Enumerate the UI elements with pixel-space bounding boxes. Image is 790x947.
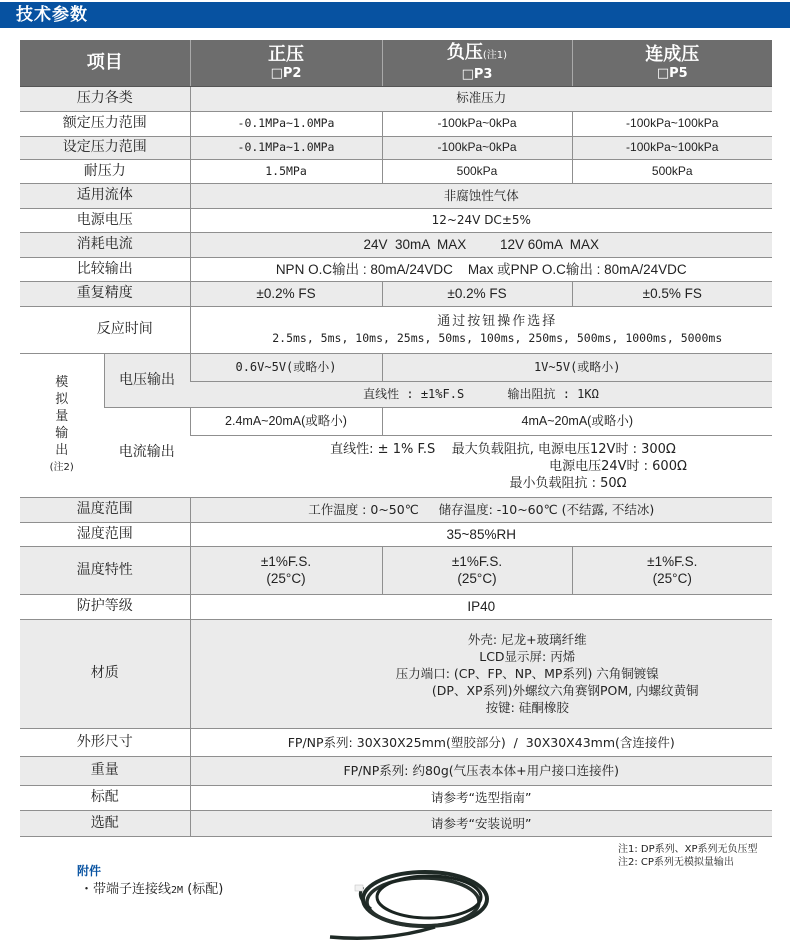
- cell-p2: [190, 546, 382, 594]
- current-detail: [190, 435, 772, 497]
- analog-char: 模: [55, 375, 69, 390]
- footnotes: [618, 843, 758, 869]
- row-label: 重量: [20, 756, 190, 785]
- cell-p2: -0.1MPa~1.0MPa: [190, 111, 382, 136]
- row-label: 重复精度: [20, 281, 190, 306]
- row-value: FP/NP系列: 约80g(气压表本体+用户接口连接件): [190, 756, 772, 785]
- table-header-row: [20, 40, 772, 86]
- material-list: [190, 619, 772, 728]
- table-row: [20, 407, 772, 435]
- temp-char-cond: (25°C): [266, 571, 306, 586]
- material-line: 外壳: 尼龙+玻璃纤维: [467, 632, 587, 647]
- cell-p3: ±0.2% FS: [382, 281, 572, 306]
- response-line1: 通过按钮操作选择: [437, 313, 558, 329]
- accessory-length: 2M: [171, 885, 184, 896]
- row-label: 耐压力: [20, 159, 190, 183]
- header-p3: [382, 40, 572, 86]
- table-row: [20, 306, 772, 353]
- response-line2: 2.5ms, 5ms, 10ms, 25ms, 50ms, 100ms, 250ms, 500ms, 1000ms, 5000ms: [272, 330, 723, 345]
- header-p3-note: (注1): [482, 50, 508, 62]
- row-label: 防护等级: [20, 594, 190, 619]
- cell-p5: -100kPa~100kPa: [572, 111, 772, 136]
- row-value: 工作温度 : 0~50℃ 储存温度: -10~60℃ (不结露, 不结冰): [190, 497, 772, 522]
- table-row: [20, 546, 772, 594]
- table-row: [20, 756, 772, 785]
- row-label: 湿度范围: [20, 522, 190, 546]
- table-row: [20, 183, 772, 208]
- row-label: 比较输出: [20, 257, 190, 281]
- row-label: 温度特性: [20, 546, 190, 594]
- row-value: FP/NP系列: 30X30X25mm(塑胶部分) / 30X30X43mm(含连接件): [190, 728, 772, 756]
- table-row: [20, 810, 772, 836]
- row-value: 24V 30mA MAX 12V 60mA MAX: [190, 232, 772, 257]
- header-p5-name: 连成压: [645, 43, 700, 65]
- header-p5: [572, 40, 772, 86]
- current-detail-line2: 电源电压24V时 : 600Ω: [549, 458, 687, 474]
- analog-char: 拟: [55, 392, 69, 407]
- cell-p3: 500kPa: [382, 159, 572, 183]
- temp-char-cond: (25°C): [652, 571, 692, 586]
- row-value: 标准压力: [190, 86, 772, 111]
- accessory-tag: (标配): [183, 882, 224, 897]
- section-title: 技术参数: [0, 2, 790, 28]
- row-value: NPN O.C输出 : 80mA/24VDC Max 或PNP O.C输出 : 80mA/24VDC: [190, 257, 772, 281]
- current-detail-line3: 最小负载阻抗 : 50Ω: [509, 475, 627, 491]
- cell-p2: -0.1MPa~1.0MPa: [190, 136, 382, 159]
- current-output-label: 电流输出: [104, 407, 190, 497]
- cell-p3: -100kPa~0kPa: [382, 136, 572, 159]
- table-row: [20, 257, 772, 281]
- table-row: [20, 136, 772, 159]
- table-row: [20, 208, 772, 232]
- header-p2: [190, 40, 382, 86]
- current-detail-line1: 直线性: ± 1% F.S 最大负载阻抗, 电源电压12V时 : 300Ω: [330, 441, 676, 457]
- cell-p2: 0.6V~5V(或略小): [190, 353, 382, 381]
- analog-char: 输: [55, 426, 69, 441]
- row-label: 材质: [20, 619, 190, 728]
- row-label: 选配: [20, 810, 190, 836]
- header-p5-code: □P5: [656, 65, 688, 81]
- header-p3-name: 负压: [446, 42, 483, 64]
- footnote-1: 注1: DP系列、XP系列无负压型: [618, 844, 758, 855]
- temp-char-value: ±1%F.S.: [260, 554, 312, 569]
- temp-char-cond: (25°C): [457, 571, 497, 586]
- cell-p2: ±0.2% FS: [190, 281, 382, 306]
- cell-p35: 1V~5V(或略小): [382, 353, 772, 381]
- header-item: 项目: [20, 40, 190, 86]
- row-label: 额定压力范围: [20, 111, 190, 136]
- table-row: [20, 232, 772, 257]
- cable-image: [325, 857, 495, 947]
- row-label: 反应时间: [20, 306, 190, 353]
- row-label: 压力各类: [20, 86, 190, 111]
- row-label: 标配: [20, 785, 190, 810]
- footnote-2: 注2: CP系列无模拟量输出: [618, 857, 734, 868]
- header-p2-name: 正压: [268, 43, 304, 65]
- header-p2-code: □P2: [270, 65, 302, 81]
- cell-p5: ±0.5% FS: [572, 281, 772, 306]
- material-line: (DP、XP系列)外螺纹六角赛钢POM, 内螺纹黄铜: [431, 683, 699, 698]
- header-p3-code: □P3: [461, 67, 493, 83]
- accessories-title: 附件: [77, 864, 102, 878]
- table-row: [20, 86, 772, 111]
- material-line: LCD显示屏: 丙烯: [479, 649, 576, 664]
- material-line: 按键: 硅酮橡胶: [485, 700, 569, 715]
- table-row: [20, 522, 772, 546]
- table-row: [20, 594, 772, 619]
- cell-p2: 2.4mA~20mA(或略小): [190, 407, 382, 435]
- spec-table: [20, 40, 772, 837]
- row-label: 适用流体: [20, 183, 190, 208]
- row-value: [190, 306, 772, 353]
- row-value: 非腐蚀性气体: [190, 183, 772, 208]
- voltage-output-label: 电压输出: [104, 353, 190, 407]
- row-label: 电源电压: [20, 208, 190, 232]
- cell-p5: [572, 546, 772, 594]
- table-row: [20, 785, 772, 810]
- row-label: 设定压力范围: [20, 136, 190, 159]
- cell-p3: [382, 546, 572, 594]
- cell-p5: -100kPa~100kPa: [572, 136, 772, 159]
- row-value: 请参考“安装说明”: [190, 810, 772, 836]
- row-label: 温度范围: [20, 497, 190, 522]
- temp-char-value: ±1%F.S.: [647, 554, 698, 569]
- voltage-detail: 直线性 : ±1%F.S 输出阻抗 : 1KΩ: [190, 381, 772, 407]
- analog-note: (注2): [49, 462, 74, 473]
- temp-char-value: ±1%F.S.: [451, 554, 503, 569]
- table-row: [20, 281, 772, 306]
- analog-char: 出: [55, 443, 69, 458]
- accessory-item: [80, 878, 223, 897]
- row-value: IP40: [190, 594, 772, 619]
- row-value: 35~85%RH: [190, 522, 772, 546]
- cell-p3: -100kPa~0kPa: [382, 111, 572, 136]
- table-row: [20, 728, 772, 756]
- cell-p35: 4mA~20mA(或略小): [382, 407, 772, 435]
- cell-p5: 500kPa: [572, 159, 772, 183]
- table-row: [20, 353, 772, 381]
- analog-char: 量: [55, 409, 69, 424]
- row-label: 外形尺寸: [20, 728, 190, 756]
- table-row: [20, 111, 772, 136]
- table-row: [20, 497, 772, 522]
- analog-output-label: [20, 353, 104, 497]
- table-row: [20, 159, 772, 183]
- material-line: 压力端口: (CP、FP、NP、MP系列) 六角铜镀镍: [395, 666, 659, 681]
- row-value: 请参考“选型指南”: [190, 785, 772, 810]
- row-value: 12~24V DC±5%: [190, 208, 772, 232]
- accessory-name: ・带端子连接线: [80, 882, 172, 897]
- cell-p2: 1.5MPa: [190, 159, 382, 183]
- table-row: [20, 619, 772, 728]
- row-label: 消耗电流: [20, 232, 190, 257]
